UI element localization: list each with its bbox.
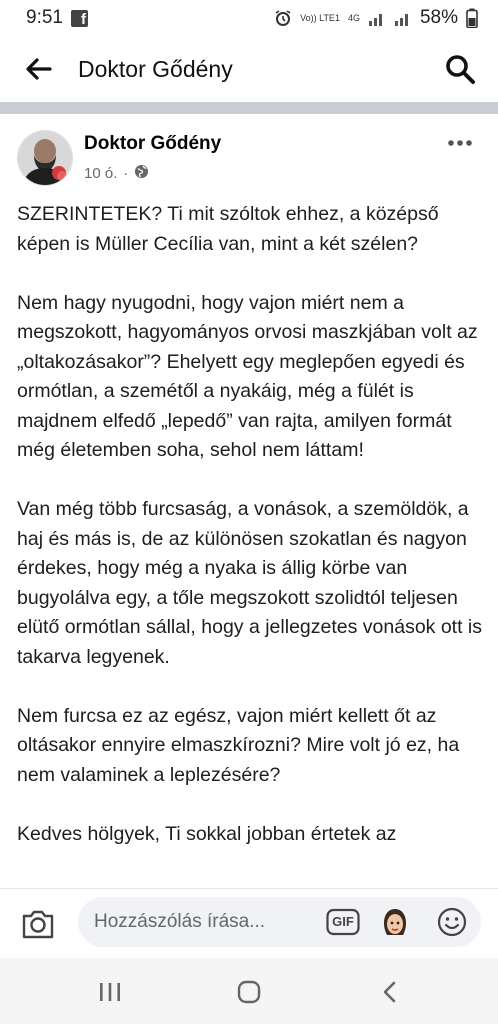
page-title: Doktor Gődény (78, 56, 233, 82)
post-meta (84, 164, 149, 183)
emoji-icon[interactable] (436, 906, 468, 938)
more-options-icon[interactable] (446, 136, 474, 150)
status-left (26, 7, 88, 29)
search-icon[interactable] (444, 53, 476, 85)
camera-icon[interactable] (20, 907, 56, 941)
avatar-sticker-icon[interactable] (378, 905, 412, 939)
comment-box[interactable] (78, 897, 481, 947)
post-body (17, 200, 487, 888)
comment-composer (0, 888, 498, 958)
post-paragraph: Kedves hölgyek, Ti sokkal jobban értetek az (17, 822, 397, 845)
header-divider (0, 102, 498, 114)
gif-icon[interactable] (326, 908, 360, 936)
post-paragraph: Van még több furcsaság, a vonások, a szemöldök, a haj és más is, de az különösen szokatlan és nagyon érdekes, hogy még a nyaka is állig körbe van bugyolálva egy, a tőle megszokott szolidtól teljesen elütő ormótlan sállal, hogy a jellegzetes vonások ott is takarva legyenek. (17, 498, 483, 668)
status-bar (0, 0, 498, 36)
nav-back-icon[interactable] (380, 980, 400, 1004)
status-time: 9:51 (26, 7, 63, 28)
home-icon[interactable] (237, 980, 261, 1004)
status-right (274, 7, 478, 29)
facebook-notification-icon: f (71, 10, 88, 27)
signal-icon-2 (394, 10, 412, 26)
gif-label: GIF (332, 914, 354, 929)
post-header (0, 114, 498, 194)
app-header (0, 36, 498, 102)
post-author-name[interactable]: Doktor Gődény (84, 133, 222, 154)
meta-separator: · (123, 165, 129, 182)
network-type: 4G (347, 12, 360, 23)
post-paragraph: SZERINTETEK? Ti mit szóltok ehhez, a középső képen is Müller Cecília van, mint a két szélen? (17, 203, 439, 255)
battery-icon (466, 8, 478, 28)
alarm-icon (274, 9, 292, 27)
author-avatar[interactable] (17, 130, 73, 186)
post-paragraph: Nem hagy nyugodni, hogy vajon miért nem a megszokott, hagyományos orvosi maszkjában volt az „oltakozásakor”? Ehelyett egy meglepően egyedi és ormótlan, a szemétől a nyakáig, még a fülét is majdnem elfedő „lepedő” van rajta, amilyen formát még életemben soha, sehol nem láttam! (17, 291, 478, 461)
recent-apps-icon[interactable] (97, 980, 123, 1004)
post-time[interactable]: 10 ó. (84, 165, 118, 182)
android-nav-bar (0, 958, 498, 1024)
battery-percent: 58% (419, 7, 458, 28)
globe-icon (134, 164, 149, 183)
post-paragraph: Nem furcsa ez az egész, vajon miért kellett őt az oltásakor ennyire elmaszkírozni? Mire volt jó ez, ha nem valaminek a leplezésére? (17, 704, 460, 786)
comment-input[interactable] (94, 897, 314, 947)
back-arrow-icon[interactable] (24, 55, 52, 83)
volte-indicator: Vo)) LTE1 (300, 13, 340, 23)
signal-icon (368, 10, 386, 26)
